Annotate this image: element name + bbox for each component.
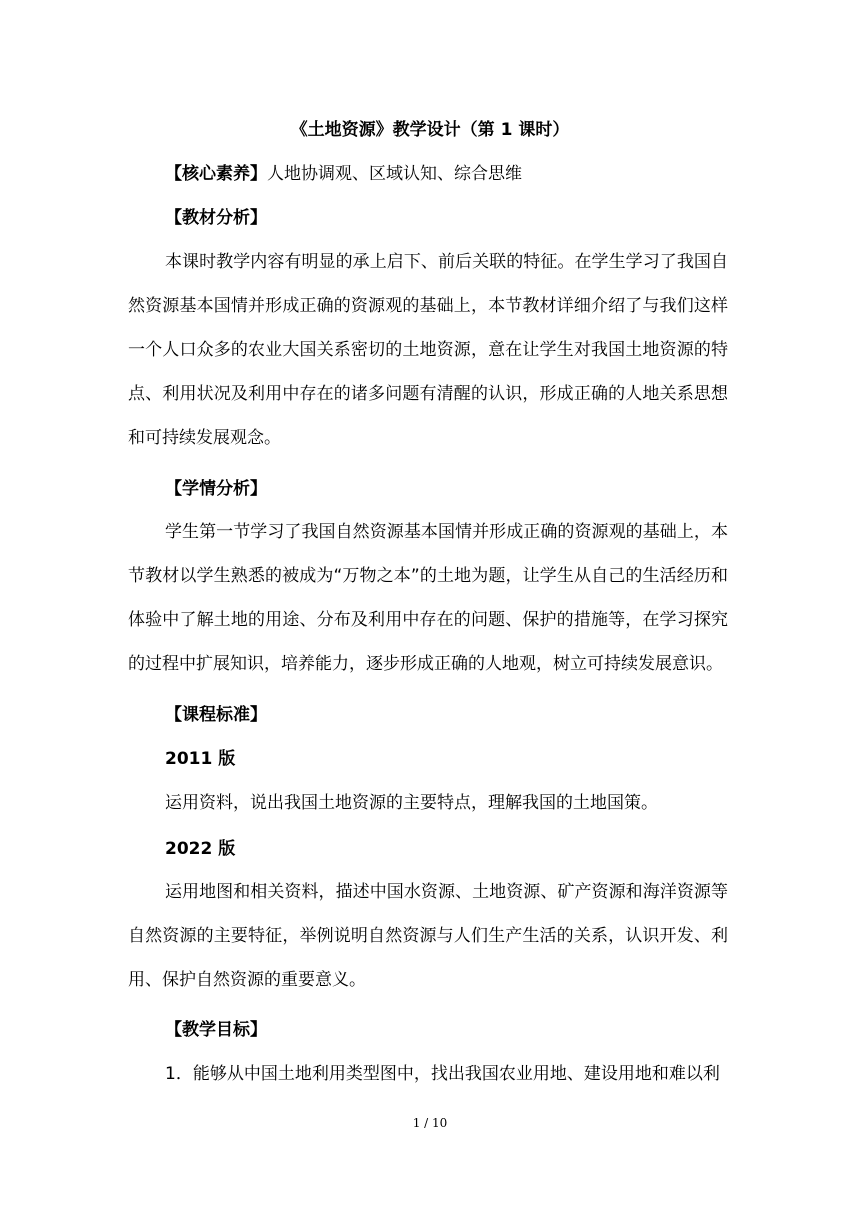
textbook-analysis-paragraph: 本课时教学内容有明显的承上启下、前后关联的特征。在学生学习了我国自然资源基本国情并形成正确的资源观的基础上，本节教材详细介绍了与我们这样一个人口众多的农业大国关系密切的土地资源，意在让学生对我国土地资源的特点、利用状况及利用中存在的诸多问题有清醒的认识，形成正确的人地关系思想和可持续发展观念。: [128, 252, 728, 448]
core-literacy-text: 人地协调观、区域认知、综合思维: [267, 164, 522, 184]
learning-analysis-paragraph: 学生第一节学习了我国自然资源基本国情并形成正确的资源观的基础上，本节教材以学生熟悉的被成为“万物之本”的土地为题，让学生从自己的生活经历和体验中了解土地的用途、分布及利用中存在的问题、保护的措施等，在学习探究的过程中扩展知识，培养能力，逐步形成正确的人地观，树立可持续发展意识。: [128, 522, 728, 674]
learning-analysis-heading: 【学情分析】: [165, 479, 267, 499]
document-title: 《土地资源》教学设计（第 1 课时）: [290, 120, 570, 140]
standard-2022-paragraph: 运用地图和相关资料，描述中国水资源、土地资源、矿产资源和海洋资源等自然资源的主要特征，举例说明自然资源与人们生产生活的关系，认识开发、利用、保护自然资源的重要意义。: [128, 882, 728, 990]
curriculum-standard-heading: 【课程标准】: [165, 705, 267, 725]
core-literacy-line: [165, 162, 522, 186]
textbook-analysis-heading: 【教材分析】: [165, 208, 267, 228]
standard-2011-label: 2011 版: [165, 749, 236, 769]
teaching-goal-1: 1．能够从中国土地利用类型图中，找出我国农业用地、建设用地和难以利: [165, 1064, 720, 1084]
standard-2011-text: 运用资料，说出我国土地资源的主要特点，理解我国的土地国策。: [165, 793, 658, 813]
core-literacy-label: 【核心素养】: [165, 164, 267, 184]
teaching-goals-heading: 【教学目标】: [165, 1020, 267, 1040]
page-number: 1 / 10: [412, 1116, 448, 1130]
standard-2022-label: 2022 版: [165, 839, 236, 859]
